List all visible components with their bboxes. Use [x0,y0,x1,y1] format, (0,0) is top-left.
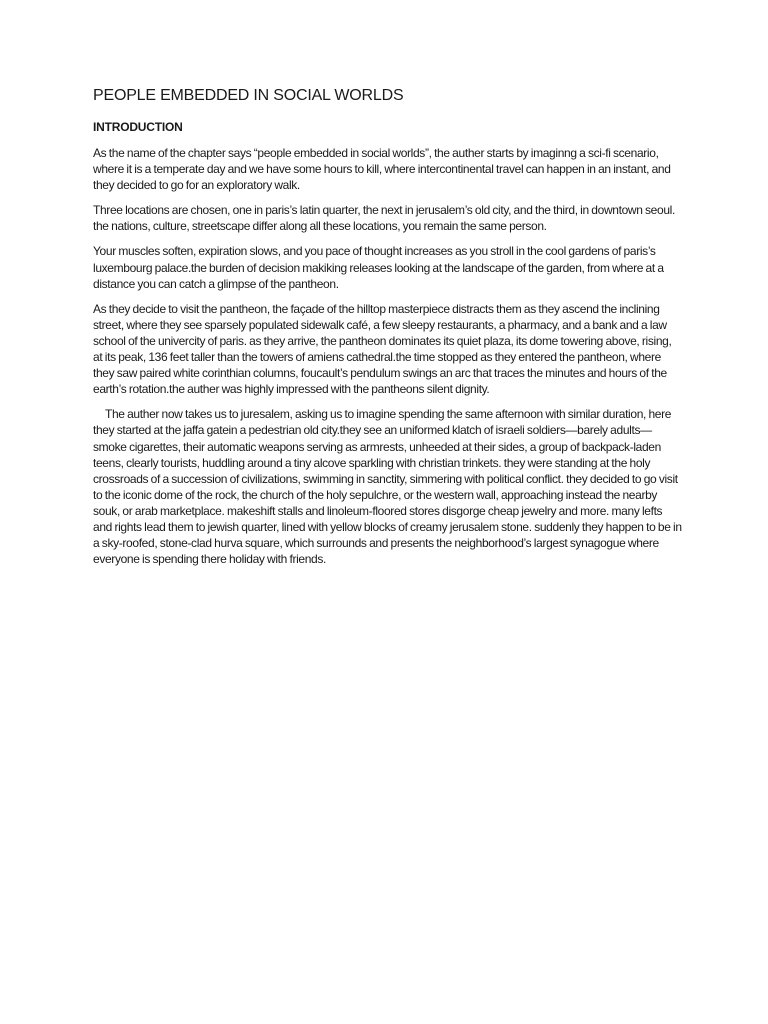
paragraph-locations: Three locations are chosen, one in paris’s latin quarter, the next in jerusalem’s old city, and the third, in downtown seoul. the nations, culture, streetscape differ along all these locations, you remain the same person. [93,203,675,234]
paragraph-intro: As the name of the chapter says “people embedded in social worlds”, the auther starts by imaginng a sci-fi scenario, where it is a temperate day and we have some hours to kill, where intercontinental travel can happen in an instant, and they decided to go for an exploratory walk. [93,146,671,193]
document-title: PEOPLE EMBEDDED IN SOCIAL WORLDS [93,87,404,104]
paragraph-pantheon: As they decide to visit the pantheon, the façade of the hilltop masterpiece distracts them as they ascend the inclining street, where they see sparsely populated sidewalk café, a few sleepy restaurants, a pharmacy, and a bank and a law school of the univercity of paris. as they arrive, the pantheon dominates its quiet plaza, its dome towering above, rising, at its peak, 136 feet taller than the towers of amiens cathedral.the time stopped as they entered the pantheon, where they saw paired white corinthian columns, foucault’s pendulum swings an arc that traces the minutes and hours of the earth’s rotation.the auther was highly impressed with the pantheons silent dignity. [93,301,672,397]
section-heading-introduction: INTRODUCTION [93,120,183,134]
paragraph-jerusalem: The auther now takes us to juresalem, asking us to imagine spending the same afternoon with similar duration, here they started at the jaffa gatein a pedestrian old city.they see an uniformed klatch of israeli soldiers—barely adults— smoke cigarettes, their automatic weapons serving as armrests, unheeded at their sides, a group of backpack-laden teens, clearly tourists, huddling around a tiny alcove sparkling with christian trinkets. they were standing at the holy crossroads of a succession of civilizations, swimming in sanctity, simmering with political conflict. they decided to go visit to the iconic dome of the rock, the church of the holy sepulchre, or the western wall, approaching instead the nearby souk, or arab marketplace. makeshift stalls and linoleum-floored stores disgorge cheap jewelry and more. many lefts and rights lead them to jewish quarter, lined with yellow blocks of creamy jerusalem stone. suddenly they happen to be in a sky-roofed, stone-clad hurva square, which surrounds and presents the neighborhood’s largest synagogue where everyone is spending there holiday with friends. [93,407,682,567]
paragraph-luxembourg: Your muscles soften, expiration slows, and you pace of thought increases as you stroll in the cool gardens of paris’s luxembourg palace.the burden of decision makiking releases looking at the landscape of the garden, from where at a distance you can catch a glimpse of the pantheon. [93,244,664,291]
document-page [93,86,683,576]
